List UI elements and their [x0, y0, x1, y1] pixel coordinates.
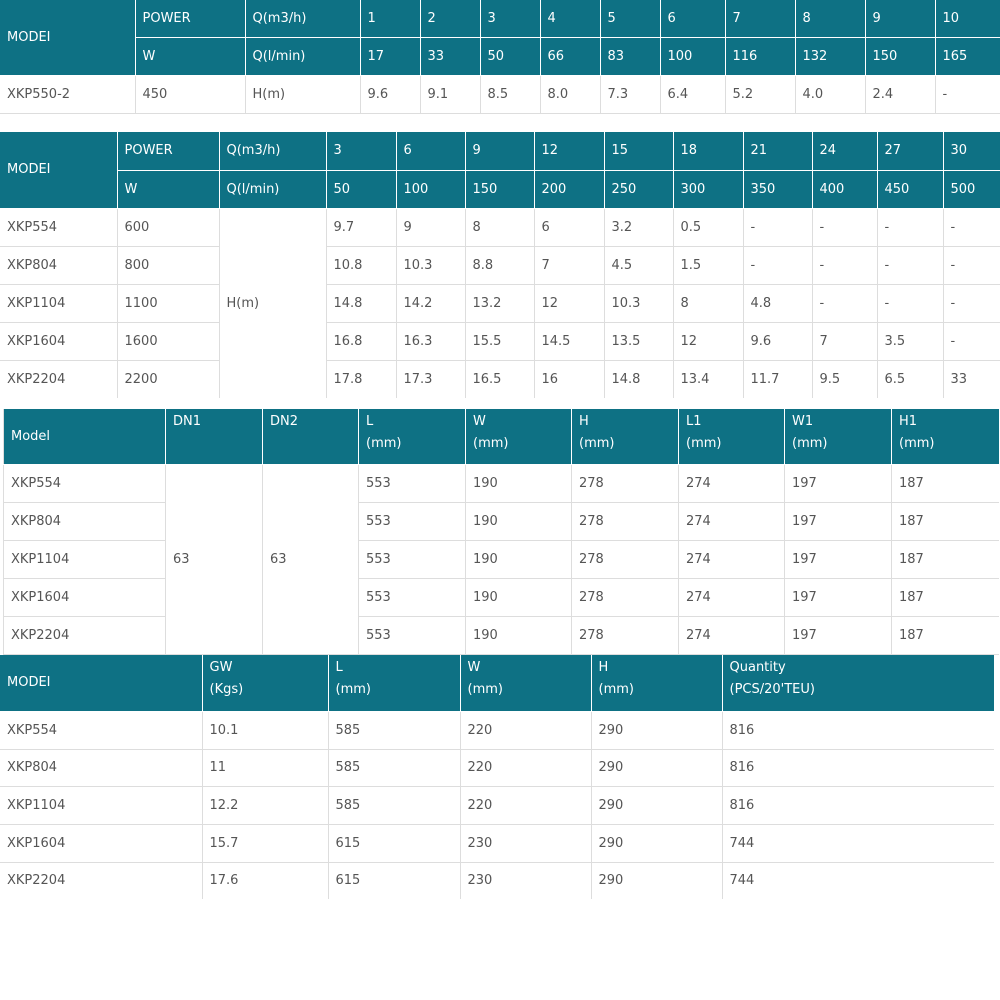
flow-m3h-cell: 6 — [396, 132, 465, 170]
flow-m3h-cell: 3 — [326, 132, 396, 170]
head-value-cell: 14.8 — [326, 284, 396, 322]
flow-m3h-cell: 15 — [604, 132, 673, 170]
head-value-cell: 8.8 — [465, 246, 534, 284]
dimension-cell: 278 — [572, 540, 679, 578]
power-cell: 2200 — [117, 360, 219, 398]
table-row — [4, 616, 999, 654]
dimension-cell: 190 — [466, 540, 572, 578]
table-row — [0, 862, 994, 899]
head-value-cell: 3.2 — [604, 208, 673, 246]
dimension-cell: 187 — [892, 540, 999, 578]
packing-cell: 615 — [328, 824, 460, 862]
packing-cell: 290 — [591, 824, 722, 862]
table-row — [4, 578, 999, 616]
model-cell: XKP1104 — [4, 540, 166, 578]
packing-cell: 220 — [460, 749, 591, 786]
head-value-cell: 4.0 — [795, 75, 865, 113]
packing-cell: 816 — [722, 786, 994, 824]
flow-m3h-cell: 30 — [943, 132, 1000, 170]
head-value-cell: 9 — [396, 208, 465, 246]
model-header: MODEI — [0, 0, 135, 75]
head-value-cell: 12 — [534, 284, 604, 322]
head-value-cell: 15.5 — [465, 322, 534, 360]
header-line: Quantity — [729, 660, 786, 675]
head-value-cell: 4.8 — [743, 284, 812, 322]
head-value-cell: 16.5 — [465, 360, 534, 398]
flow-lmin-cell: 83 — [600, 37, 660, 75]
dimension-cell: 274 — [679, 464, 785, 502]
dimension-cell: 197 — [785, 578, 892, 616]
head-value-cell: 7.3 — [600, 75, 660, 113]
table-row — [4, 540, 999, 578]
head-value-cell: - — [943, 208, 1000, 246]
flow-lmin-cell: 100 — [396, 170, 465, 208]
flow-lmin-cell: 300 — [673, 170, 743, 208]
header-line: H — [579, 414, 589, 429]
flow-lmin-cell: 200 — [534, 170, 604, 208]
model-header: MODEI — [0, 655, 202, 711]
packing-cell: 220 — [460, 711, 591, 749]
head-value-cell: 8 — [465, 208, 534, 246]
length-header — [328, 655, 460, 711]
dimension-cell: 278 — [572, 464, 679, 502]
dimension-cell: 274 — [679, 540, 785, 578]
head-value-cell: - — [877, 284, 943, 322]
head-value-cell: 12 — [673, 322, 743, 360]
dimension-cell: 190 — [466, 464, 572, 502]
dimension-cell: 274 — [679, 502, 785, 540]
flow-lmin-cell: 400 — [812, 170, 877, 208]
dimensions-table — [3, 409, 999, 655]
packing-cell: 290 — [591, 749, 722, 786]
dimension-cell: 197 — [785, 540, 892, 578]
head-value-cell: - — [743, 246, 812, 284]
packing-cell: 17.6 — [202, 862, 328, 899]
width-header — [466, 409, 572, 464]
table-row — [0, 75, 1000, 113]
model-cell: XKP2204 — [0, 360, 117, 398]
height-header — [591, 655, 722, 711]
dimension-cell: 187 — [892, 578, 999, 616]
flow-m3h-cell: 24 — [812, 132, 877, 170]
header-line: W — [467, 660, 481, 675]
dimension-cell: 187 — [892, 616, 999, 654]
header-unit: (Kgs) — [209, 682, 244, 697]
flow-m3h-cell: 8 — [795, 0, 865, 37]
dimension-cell: 278 — [572, 578, 679, 616]
table-row — [4, 464, 999, 502]
model-cell: XKP1104 — [0, 284, 117, 322]
head-value-cell: - — [743, 208, 812, 246]
dn2-header: DN2 — [263, 409, 359, 464]
power-header: POWER — [117, 132, 219, 170]
table-row — [0, 246, 1000, 284]
model-cell: XKP1604 — [0, 322, 117, 360]
flow-m3h-cell: 21 — [743, 132, 812, 170]
power-cell: 450 — [135, 75, 245, 113]
head-value-cell: 10.3 — [396, 246, 465, 284]
w1-header — [785, 409, 892, 464]
dimension-cell: 553 — [359, 464, 466, 502]
head-value-cell: 9.5 — [812, 360, 877, 398]
header-unit: (mm) — [335, 682, 371, 697]
model-cell: XKP550-2 — [0, 75, 135, 113]
head-value-cell: - — [812, 246, 877, 284]
dimension-cell: 553 — [359, 540, 466, 578]
packing-cell: 744 — [722, 824, 994, 862]
flow-m3h-cell: 3 — [480, 0, 540, 37]
header-unit: (mm) — [792, 436, 828, 451]
head-value-cell: 10.8 — [326, 246, 396, 284]
flow-m3h-cell: 12 — [534, 132, 604, 170]
head-value-cell: 33 — [943, 360, 1000, 398]
dn2-cell: 63 — [263, 464, 359, 654]
flow-m3h-cell: 27 — [877, 132, 943, 170]
flow-m3h-cell: 18 — [673, 132, 743, 170]
flow-lmin-cell: 116 — [725, 37, 795, 75]
flow-lmin-cell: 350 — [743, 170, 812, 208]
dimension-cell: 274 — [679, 616, 785, 654]
head-value-cell: 13.5 — [604, 322, 673, 360]
header-unit: (mm) — [467, 682, 503, 697]
head-value-cell: 14.8 — [604, 360, 673, 398]
model-cell: XKP554 — [4, 464, 166, 502]
flow-m3h-cell: 7 — [725, 0, 795, 37]
head-value-cell: 8.0 — [540, 75, 600, 113]
head-value-cell: - — [943, 284, 1000, 322]
head-value-cell: - — [943, 322, 1000, 360]
flow-lmin-cell: 165 — [935, 37, 1000, 75]
packing-cell: 744 — [722, 862, 994, 899]
flow-lmin-cell: 66 — [540, 37, 600, 75]
model-cell: XKP804 — [0, 749, 202, 786]
head-value-cell: 14.5 — [534, 322, 604, 360]
head-value-cell: - — [935, 75, 1000, 113]
header-line: GW — [209, 660, 233, 675]
packing-cell: 816 — [722, 749, 994, 786]
flow-m3h-cell: 9 — [865, 0, 935, 37]
dimension-cell: 190 — [466, 502, 572, 540]
head-value-cell: 6.5 — [877, 360, 943, 398]
head-value-cell: - — [943, 246, 1000, 284]
head-value-cell: 13.4 — [673, 360, 743, 398]
flow-lmin-cell: 50 — [326, 170, 396, 208]
packing-cell: 290 — [591, 862, 722, 899]
head-value-cell: 16.8 — [326, 322, 396, 360]
head-value-cell: 6.4 — [660, 75, 725, 113]
header-unit: (mm) — [598, 682, 634, 697]
flow-lmin-label: Q(l/min) — [219, 170, 326, 208]
model-header: MODEI — [0, 132, 117, 208]
flow-lmin-cell: 100 — [660, 37, 725, 75]
packing-cell: 290 — [591, 786, 722, 824]
head-value-cell: 9.6 — [743, 322, 812, 360]
flow-lmin-cell: 132 — [795, 37, 865, 75]
packing-cell: 290 — [591, 711, 722, 749]
table-row — [0, 786, 994, 824]
flow-m3h-cell: 5 — [600, 0, 660, 37]
header-line: W1 — [792, 414, 814, 429]
head-value-cell: 8.5 — [480, 75, 540, 113]
head-value-cell: 7 — [534, 246, 604, 284]
table-row — [0, 749, 994, 786]
table-row — [4, 502, 999, 540]
head-value-cell: 9.7 — [326, 208, 396, 246]
dimension-cell: 278 — [572, 616, 679, 654]
model-cell: XKP554 — [0, 208, 117, 246]
flow-m3h-cell: 1 — [360, 0, 420, 37]
head-value-cell: 13.2 — [465, 284, 534, 322]
packing-cell: 585 — [328, 749, 460, 786]
header-line: W — [473, 414, 486, 429]
head-value-cell: 11.7 — [743, 360, 812, 398]
model-cell: XKP1604 — [0, 824, 202, 862]
dn1-header: DN1 — [166, 409, 263, 464]
flow-lmin-cell: 50 — [480, 37, 540, 75]
head-value-cell: 8 — [673, 284, 743, 322]
dimension-cell: 190 — [466, 578, 572, 616]
head-value-cell: 14.2 — [396, 284, 465, 322]
packing-cell: 12.2 — [202, 786, 328, 824]
model-header: Model — [4, 409, 166, 464]
header-line: L — [366, 414, 374, 429]
packing-cell: 11 — [202, 749, 328, 786]
header-unit: (mm) — [366, 436, 402, 451]
packing-cell: 10.1 — [202, 711, 328, 749]
head-value-cell: 3.5 — [877, 322, 943, 360]
table-row — [0, 360, 1000, 398]
flow-m3h-cell: 6 — [660, 0, 725, 37]
dimension-cell: 553 — [359, 578, 466, 616]
packing-cell: 15.7 — [202, 824, 328, 862]
gross-weight-header — [202, 655, 328, 711]
model-cell: XKP2204 — [0, 862, 202, 899]
l1-header — [679, 409, 785, 464]
flow-m3h-cell: 9 — [465, 132, 534, 170]
dimension-cell: 278 — [572, 502, 679, 540]
width-header — [460, 655, 591, 711]
flow-m3h-cell: 4 — [540, 0, 600, 37]
table-row — [0, 711, 994, 749]
power-header: POWER — [135, 0, 245, 37]
head-value-cell: 17.3 — [396, 360, 465, 398]
power-cell: 800 — [117, 246, 219, 284]
head-value-cell: 1.5 — [673, 246, 743, 284]
flow-lmin-cell: 250 — [604, 170, 673, 208]
header-unit: (PCS/20'TEU) — [729, 682, 815, 697]
flow-m3h-cell: 2 — [420, 0, 480, 37]
flow-lmin-cell: 450 — [877, 170, 943, 208]
model-cell: XKP1104 — [0, 786, 202, 824]
head-value-cell: 16.3 — [396, 322, 465, 360]
header-unit: (mm) — [686, 436, 722, 451]
length-header — [359, 409, 466, 464]
flow-lmin-cell: 150 — [865, 37, 935, 75]
table-row — [0, 284, 1000, 322]
head-value-cell: 6 — [534, 208, 604, 246]
dimension-cell: 197 — [785, 502, 892, 540]
head-value-cell: 0.5 — [673, 208, 743, 246]
header-unit: (mm) — [899, 436, 935, 451]
flow-m3h-label: Q(m3/h) — [245, 0, 360, 37]
packing-cell: 585 — [328, 786, 460, 824]
head-value-cell: - — [877, 246, 943, 284]
packing-cell: 585 — [328, 711, 460, 749]
head-value-cell: 10.3 — [604, 284, 673, 322]
flow-lmin-cell: 17 — [360, 37, 420, 75]
flow-lmin-cell: 33 — [420, 37, 480, 75]
flow-lmin-cell: 150 — [465, 170, 534, 208]
power-unit: W — [117, 170, 219, 208]
head-unit-cell: H(m) — [245, 75, 360, 113]
head-value-cell: 7 — [812, 322, 877, 360]
performance-table-xkp550 — [0, 0, 1000, 114]
head-value-cell: 9.1 — [420, 75, 480, 113]
height-header — [572, 409, 679, 464]
header-unit: (mm) — [579, 436, 615, 451]
header-line: H1 — [899, 414, 918, 429]
dimension-cell: 197 — [785, 616, 892, 654]
dn1-cell: 63 — [166, 464, 263, 654]
flow-m3h-cell: 10 — [935, 0, 1000, 37]
model-cell: XKP804 — [0, 246, 117, 284]
performance-table-xkp-series — [0, 132, 1000, 398]
model-cell: XKP1604 — [4, 578, 166, 616]
dimension-cell: 197 — [785, 464, 892, 502]
head-value-cell: 5.2 — [725, 75, 795, 113]
dimension-cell: 187 — [892, 464, 999, 502]
power-cell: 1100 — [117, 284, 219, 322]
quantity-header — [722, 655, 994, 711]
flow-lmin-label: Q(l/min) — [245, 37, 360, 75]
dimension-cell: 274 — [679, 578, 785, 616]
h1-header — [892, 409, 999, 464]
dimension-cell: 187 — [892, 502, 999, 540]
head-value-cell: 4.5 — [604, 246, 673, 284]
dimension-cell: 553 — [359, 616, 466, 654]
packing-cell: 615 — [328, 862, 460, 899]
model-cell: XKP804 — [4, 502, 166, 540]
head-value-cell: - — [812, 208, 877, 246]
model-cell: XKP2204 — [4, 616, 166, 654]
head-value-cell: - — [812, 284, 877, 322]
power-unit: W — [135, 37, 245, 75]
dimension-cell: 190 — [466, 616, 572, 654]
flow-m3h-label: Q(m3/h) — [219, 132, 326, 170]
header-unit: (mm) — [473, 436, 509, 451]
packing-cell: 220 — [460, 786, 591, 824]
packing-cell: 230 — [460, 824, 591, 862]
header-line: L — [335, 660, 343, 675]
packing-table — [0, 655, 994, 899]
head-unit-cell: H(m) — [219, 208, 326, 398]
power-cell: 1600 — [117, 322, 219, 360]
head-value-cell: 16 — [534, 360, 604, 398]
model-cell: XKP554 — [0, 711, 202, 749]
table-row — [0, 322, 1000, 360]
head-value-cell: 17.8 — [326, 360, 396, 398]
head-value-cell: - — [877, 208, 943, 246]
table-row — [0, 208, 1000, 246]
table-row — [0, 824, 994, 862]
flow-lmin-cell: 500 — [943, 170, 1000, 208]
power-cell: 600 — [117, 208, 219, 246]
head-value-cell: 2.4 — [865, 75, 935, 113]
packing-cell: 816 — [722, 711, 994, 749]
header-line: H — [598, 660, 609, 675]
head-value-cell: 9.6 — [360, 75, 420, 113]
header-line: L1 — [686, 414, 702, 429]
packing-cell: 230 — [460, 862, 591, 899]
dimension-cell: 553 — [359, 502, 466, 540]
